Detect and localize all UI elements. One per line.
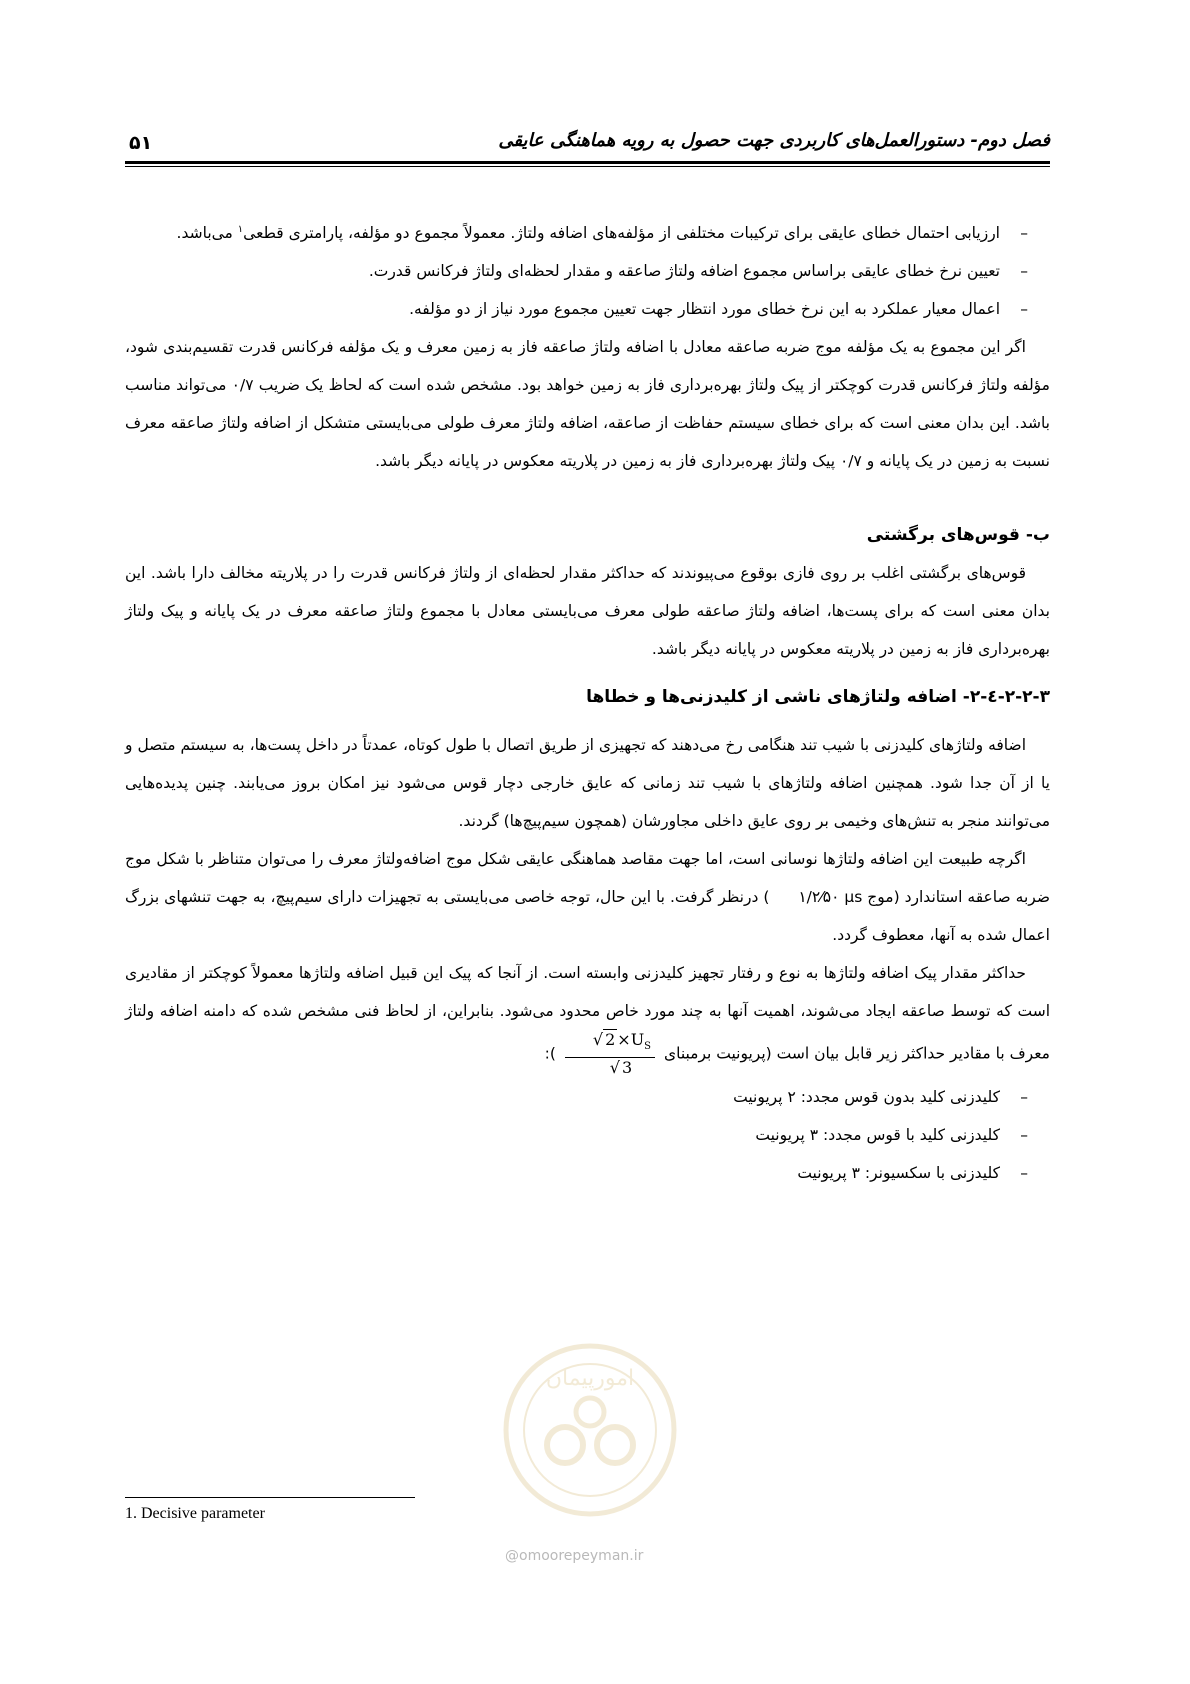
list-item-tail: می‌باشد. [176, 224, 238, 242]
formula-numerator: √ $2 \times U_S$ [565, 1030, 655, 1058]
paragraph: قوس‌های برگشتی اغلب بر روی فازی بوقوع می‌پیوندند که حداکثر مقدار لحظه‌ای از ولتاژ فرکانس قدرت را در پلاریته مخالف دارا باشد. این بدان معنی است که برای پست‌ها، اضافه ولتاژ صاعقه طولی معرف می‌بایستی معادل با مجموع ولتاژ صاعقه معرف در یک پایانه و پیک ولتاژ بهره‌برداری فاز به زمین در پلاریته معکوس در پایانه دیگر باشد. [125, 564, 1050, 658]
paragraph: اضافه ولتاژهای کلیدزنی با شیب تند هنگامی رخ می‌دهند که تجهیزی از طریق اتصال با طول کوتاه، عمدتاً در داخل پست‌ها، به سیستم متصل و یا از آن جدا شود. همچنین اضافه ولتاژهای با شیب تند زمانی که عایق خارجی دچار قوس می‌شود نیز امکان بروز می‌یابند. چنین پدیده‌هایی می‌توانند منجر به تنش‌های وخیمی بر روی عایق داخلی مجاورشان (همچون سیم‌پیچ‌ها) گردند. [125, 736, 1050, 830]
watermark-url: @omoorepeyman.ir [505, 1548, 644, 1564]
list-item-text: تعیین نرخ خطای عایقی براساس مجموع اضافه ولتاژ صاعقه و مقدار لحظه‌ای ولتاژ فرکانس قدرت. [368, 262, 1000, 280]
list-item-text: کلیدزنی با سکسیونر: ۳ پریونیت [797, 1164, 1000, 1183]
dash-marker: – [1020, 262, 1028, 280]
footnote-marker[interactable]: ۱ [237, 223, 244, 235]
dash-marker: – [1020, 300, 1028, 318]
footnote-rule [125, 1497, 415, 1498]
paragraph-text: اگرچه طبیعت این اضافه ولتاژها نوسانی است، اما جهت مقاصد هماهنگی عایقی شکل موج اضافه‌ولتاژ معرف را می‌توان متناظر با شکل موج ضربه صاعقه استاندارد (موج [125, 850, 1050, 906]
dash-marker: – [1020, 1126, 1028, 1145]
list-item-text: کلیدزنی کلید با قوس مجدد: ۳ پریونیت [755, 1126, 1000, 1145]
watermark-logo-icon [500, 1340, 680, 1520]
paragraph [125, 954, 1050, 1078]
list-item [125, 1116, 1050, 1154]
paragraph-text: حداکثر مقدار پیک اضافه ولتاژها به نوع و رفتار تجهیز کلیدزنی وابسته است. از آنجا که پیک این قبیل اضافه ولتاژها معمولاً کوچکتر از مقادیری است که توسط صاعقه ایجاد می‌شوند، اهمیت آنها به چند مورد خاص محدود می‌شود. بنابراین، از لحاظ فنی مشخص شده که دامنه اضافه ولتاژ معرف با مقادیر حداکثر زیر قابل بیان است (پریونیت برمبنای [125, 964, 1050, 1063]
dash-marker: – [1020, 1088, 1028, 1107]
list-item [125, 290, 1050, 328]
paragraph-text: ) درنظر گرفت. با این حال، توجه خاصی می‌بایستی به تجهیزات دارای سیم‌پیچ، به جهت تنشهای بزرگ اعمال شده به آنها، معطوف گردد. [125, 888, 1050, 944]
waveform-value: ۱/۲⁄۵۰ µs [798, 888, 863, 906]
list-item-text: اعمال معیار عملکرد به این نرخ خطای مورد انتظار جهت تعیین مجموع مورد نیاز از دو مؤلفه. [409, 300, 1000, 318]
header-rule-thick [125, 161, 1050, 164]
spacer [125, 668, 1050, 678]
paragraph [125, 840, 1050, 954]
footnote: 1. Decisive parameter [125, 1505, 265, 1522]
list-item-text: ارزیابی احتمال خطای عایقی برای ترکیبات مختلفی از مؤلفه‌های اضافه ولتاژ. معمولاً مجموع دو مؤلفه، پارامتری قطعی [243, 224, 1000, 242]
list-item-text: کلیدزنی کلید بدون قوس مجدد: ۲ پریونیت [733, 1088, 1000, 1107]
spacer [125, 480, 1050, 516]
header-rule-thin [125, 166, 1050, 167]
paragraph: اگر این مجموع به یک مؤلفه موج ضربه صاعقه معادل با اضافه ولتاژ صاعقه فاز به زمین معرف و یک مؤلفه فرکانس قدرت تقسیم‌بندی شود، مؤلفه ولتاژ فرکانس قدرت کوچکتر از پیک ولتاژ بهره‌برداری فاز به زمین خواهد بود. مشخص شده است که لحاظ یک ضریب ۰/۷ می‌تواند مناسب باشد. این بدان معنی است که برای خطای سیستم حفاظت از صاعقه، اضافه ولتاژ معرف طولی می‌بایستی متشکل از اضافه ولتاژ صاعقه معرف نسبت به زمین در یک پایانه و ۰/۷ پیک ولتاژ بهره‌برداری فاز به زمین در پلاریته معکوس در پایانه دیگر باشد. [125, 338, 1050, 470]
formula-denominator: √ 3 [609, 1058, 633, 1078]
list-item [125, 1154, 1050, 1192]
watermark-text: امورپیمان [545, 1366, 635, 1391]
section-heading: ب- قوس‌های برگشتی [866, 525, 1050, 545]
dash-marker: – [1020, 224, 1028, 242]
list-item [125, 214, 1050, 252]
spacer [125, 716, 1050, 726]
page-number: ۵۱ [129, 132, 153, 154]
chapter-title: فصل دوم- دستورالعمل‌های کاربردی جهت حصول به رویه هماهنگی عایقی [498, 130, 1050, 151]
body-content [125, 214, 1050, 1192]
list-item [125, 252, 1050, 290]
per-unit-formula [565, 1030, 655, 1078]
section-heading: ۲-۲-۳-٤-۲- اضافه ولتاژهای ناشی از کلیدزنی‌ها و خطاها [586, 687, 1050, 707]
paragraph-text: ): [544, 1044, 556, 1063]
dash-marker: – [1020, 1164, 1028, 1183]
list-item [125, 1078, 1050, 1116]
page-header [125, 130, 1050, 160]
